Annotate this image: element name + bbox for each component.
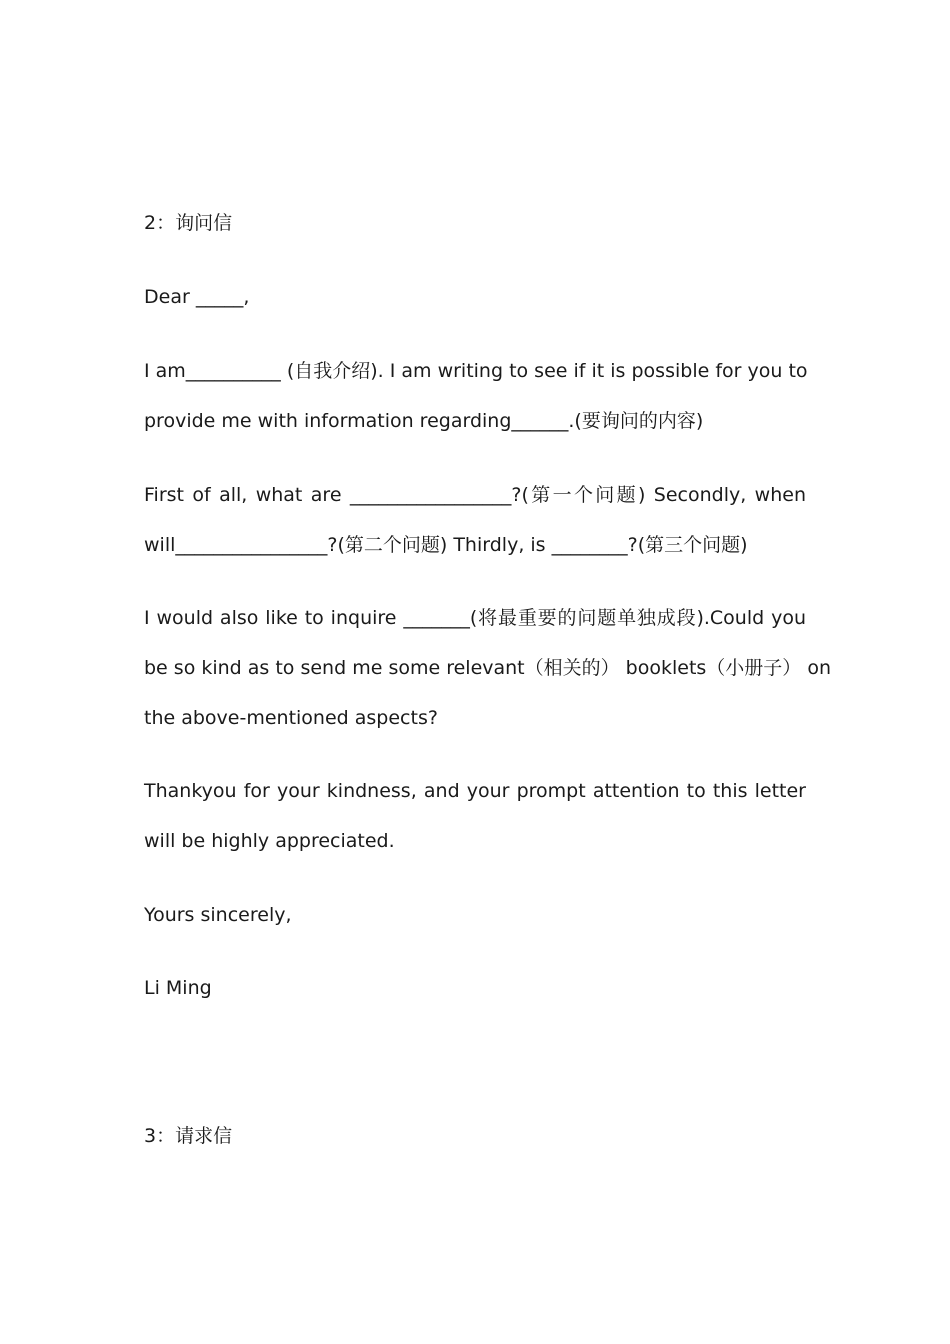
document-page (144, 0, 832, 1344)
paragraph-thanks-line-2: will be highly appreciated. (144, 830, 395, 852)
section-heading-request-letter: 3：请求信 (144, 1125, 233, 1147)
paragraph-inquire-line-3: the above-mentioned aspects? (144, 707, 438, 729)
letter-signature: Li Ming (144, 977, 212, 999)
letter-salutation: Dear _____, (144, 286, 250, 308)
paragraph-intro-line-1: I am__________ (自我介绍). I am writing to see if it is possible for you to (144, 360, 808, 382)
paragraph-thanks-line-1: Thankyou for your kindness, and your prompt attention to this letter (144, 780, 806, 802)
paragraph-questions-line-1: First of all, what are _________________?(第一个问题) Secondly, when (144, 484, 806, 506)
paragraph-inquire-line-2: be so kind as to send me some relevant（相关的） booklets（小册子） on (144, 657, 832, 679)
paragraph-questions-line-2: will________________?(第二个问题) Thirdly, is ________?(第三个问题) (144, 534, 748, 556)
section-heading-inquiry-letter: 2：询问信 (144, 212, 233, 234)
letter-closing: Yours sincerely, (144, 904, 292, 926)
paragraph-intro-line-2: provide me with information regarding______.(要询问的内容) (144, 410, 704, 432)
paragraph-inquire-line-1: I would also like to inquire _______(将最重要的问题单独成段).Could you (144, 607, 806, 629)
